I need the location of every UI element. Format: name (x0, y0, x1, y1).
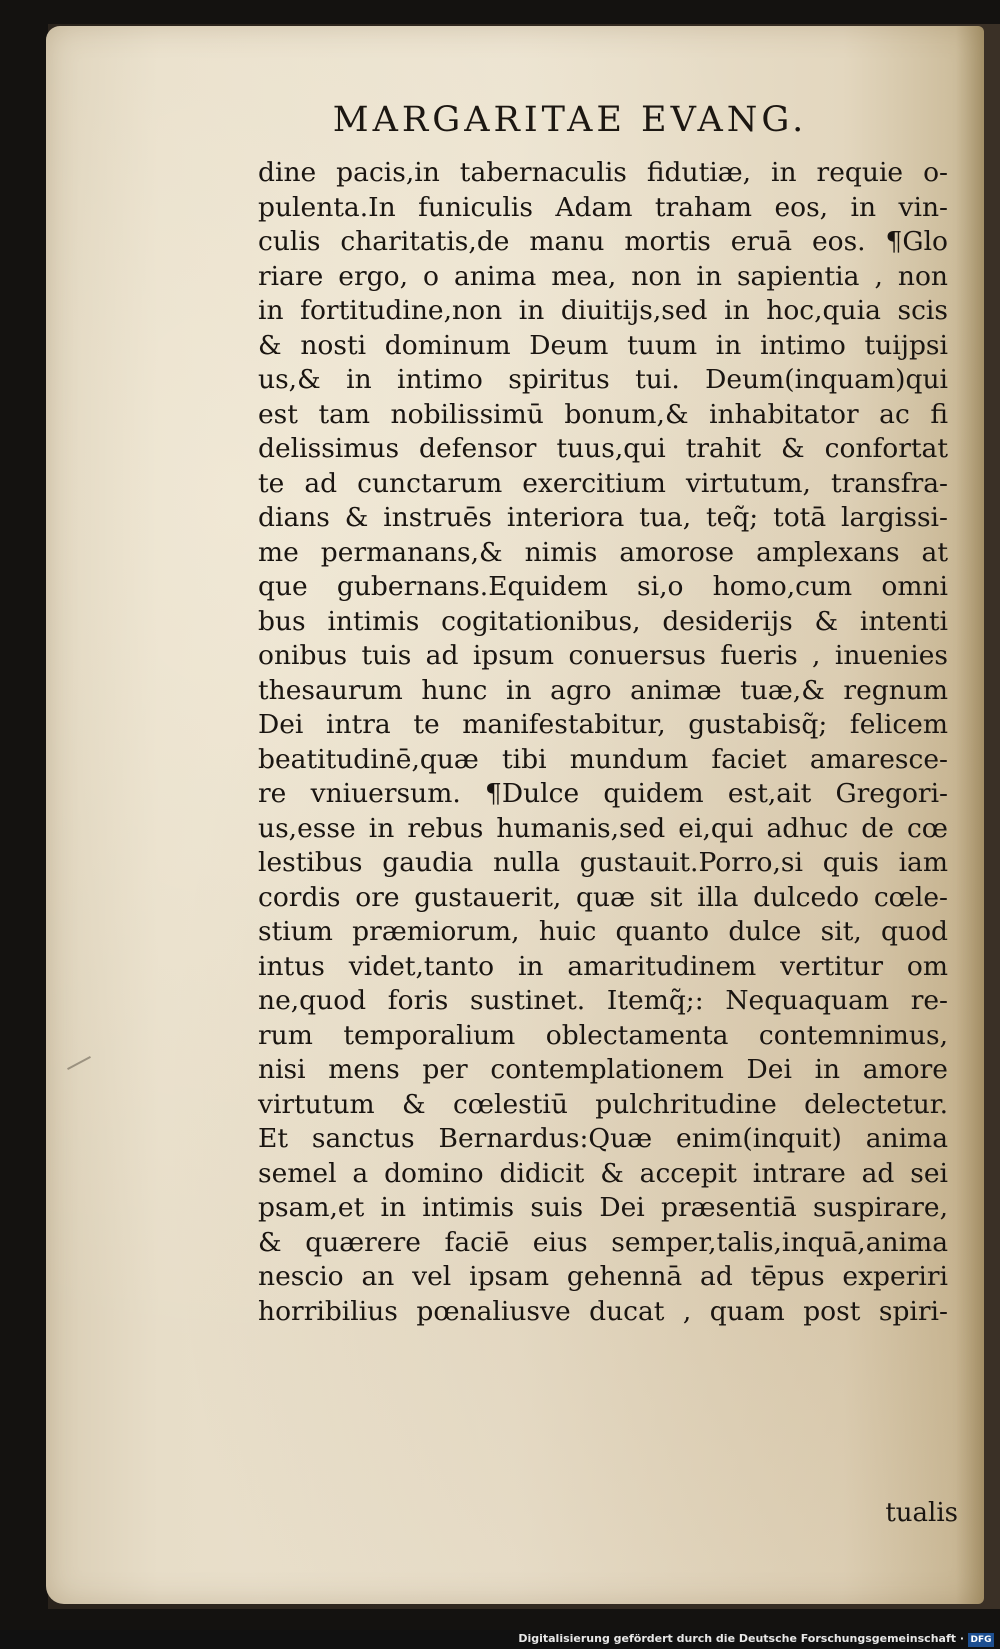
text-line: intus videt,tanto in amaritudinem vertitur om (258, 950, 948, 982)
text-line: nisi mens per contemplationem Dei in amore (258, 1054, 948, 1085)
text-line: bus intimis cogitationibus, desiderijs & intenti (258, 605, 948, 637)
text-line: est tam nobilissimū bonum,& inhabitator ac fi (258, 398, 948, 430)
digitization-credit: Digitalisierung gefördert durch die Deutsche Forschungsgemeinschaft · (518, 1632, 964, 1645)
running-head: MARGARITAE EVANG. (332, 100, 808, 140)
dfg-logo: DFG (968, 1633, 994, 1647)
text-line: pulenta.In funiculis Adam traham eos, in vin- (258, 191, 948, 223)
text-line: delissimus defensor tuus,qui trahit & confortat (258, 433, 948, 464)
text-line: beatitudinē,quæ tibi mundum faciet amaresce- (258, 743, 948, 775)
text-line: stium præmiorum, huic quanto dulce sit, quod (258, 916, 948, 947)
text-line: psam,et in intimis suis Dei præsentiā suspirare, (258, 1192, 948, 1223)
text-line: thesaurum hunc in agro animæ tuæ,& regnum (258, 674, 948, 706)
text-line: Et sanctus Bernardus:Quæ enim(inquit) anima (258, 1123, 948, 1154)
catchword: tualis (885, 1498, 958, 1528)
text-line: que gubernans.Equidem si,o homo,cum omni (258, 571, 948, 602)
text-line: rum temporalium oblectamenta contemnimus, (258, 1019, 948, 1051)
text-line: dine pacis,in tabernaculis fidutiæ, in requie o- (258, 157, 948, 188)
text-line: in fortitudine,non in diuitijs,sed in hoc,quia scis (258, 295, 948, 326)
text-line: re vniuersum. ¶Dulce quidem est,ait Gregori- (258, 778, 948, 809)
text-line: Dei intra te manifestabitur, gustabisq̃; felicem (258, 709, 948, 740)
text-line: & nosti dominum Deum tuum in intimo tuijpsi (258, 329, 948, 361)
body-text (258, 156, 958, 1528)
text-line: cordis ore gustauerit, quæ sit illa dulcedo cœle- (258, 881, 948, 913)
text-line: semel a domino didicit & accepit intrare ad sei (258, 1157, 948, 1189)
text-line: dians & instruēs interiora tua, teq̃; totā largissi- (258, 502, 948, 533)
text-line: te ad cunctarum exercitium virtutum, transfra- (258, 467, 948, 499)
text-line: lestibus gaudia nulla gustauit.Porro,si quis iam (258, 847, 948, 878)
text-line: culis charitatis,de manu mortis eruā eos. ¶Glo (258, 226, 948, 257)
text-line: us,esse in rebus humanis,sed ei,qui adhuc de cœ (258, 812, 948, 844)
text-line: onibus tuis ad ipsum conuersus fueris , inuenies (258, 640, 948, 671)
text-line: horribilius pœnaliusve ducat , quam post spiri- (258, 1295, 948, 1327)
text-line: nescio an vel ipsam gehennā ad tēpus experiri (258, 1261, 948, 1292)
text-line: & quærere faciē eius semper,talis,inquā,anima (258, 1226, 948, 1258)
text-line: me permanans,& nimis amorose amplexans at (258, 536, 948, 568)
text-line: us,& in intimo spiritus tui. Deum(inquam)qui (258, 364, 948, 395)
text-line: riare ergo, o anima mea, non in sapientia , non (258, 260, 948, 292)
text-line: ne,quod foris sustinet. Itemq̃;: Nequaquam re- (258, 985, 948, 1016)
text-line: virtutum & cœlestiū pulchritudine delectetur. (258, 1088, 948, 1120)
book-page (46, 26, 984, 1604)
